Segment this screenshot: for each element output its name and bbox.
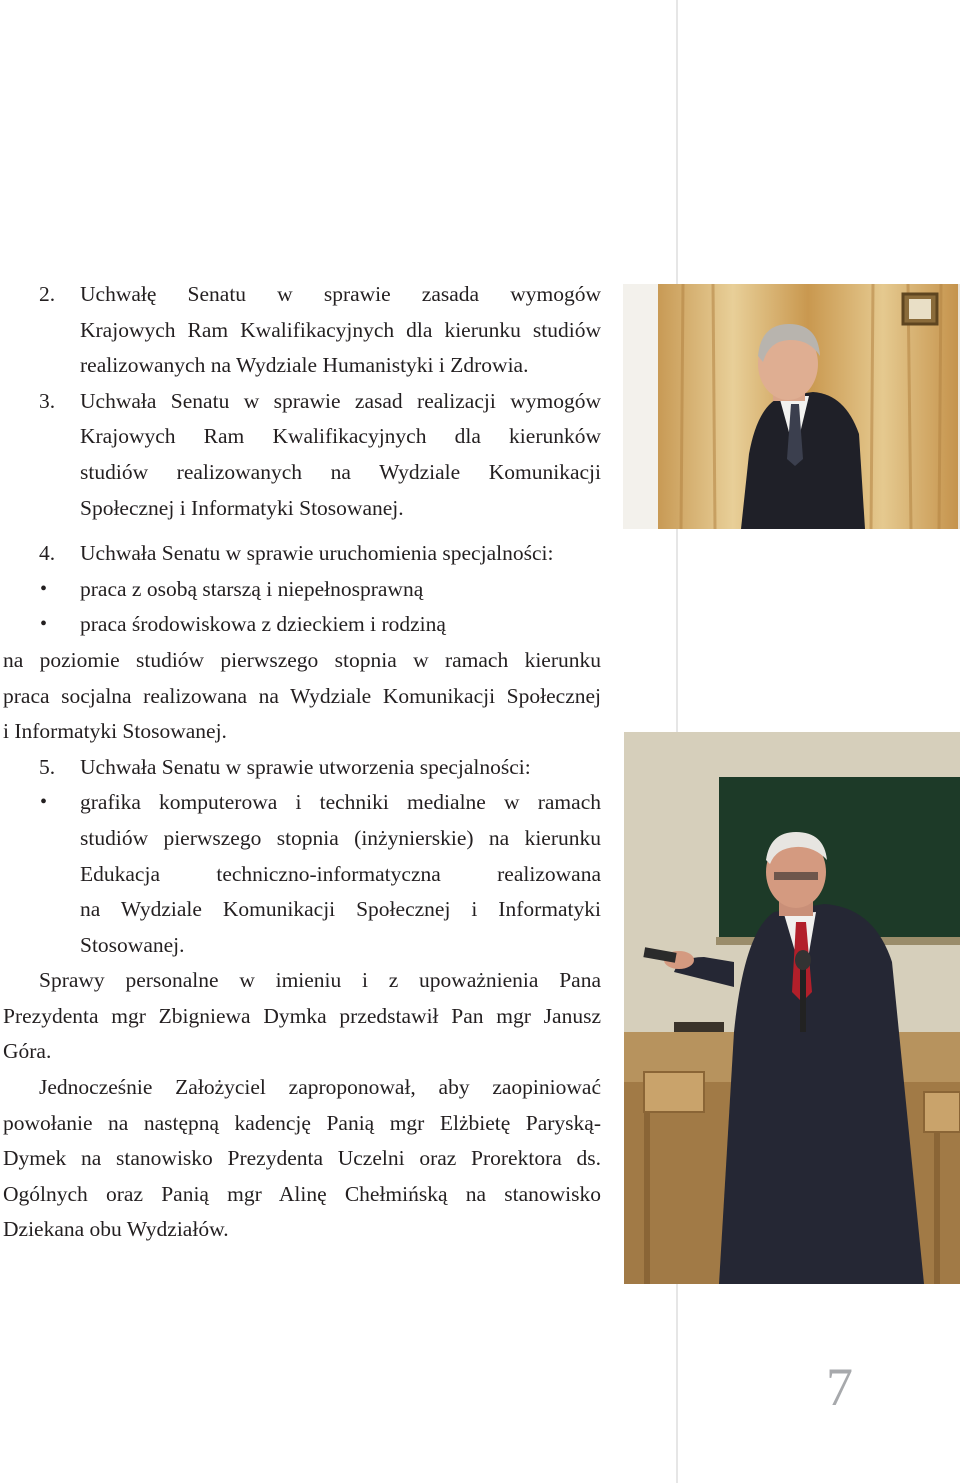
- bullet-icon: •: [40, 613, 48, 636]
- bullet-text: Edukacja techniczno-informatyczna realizowana: [80, 861, 601, 886]
- bullet-icon: •: [40, 577, 48, 600]
- text-line: Krajowych Ram Kwalifikacyjnych dla kierunków: [80, 424, 601, 449]
- item-number: 3.: [39, 388, 56, 413]
- item-title: Uchwała Senatu w sprawie utworzenia specjalności:: [80, 754, 531, 779]
- text-line: Uchwałę Senatu w sprawie zasada wymogów: [80, 282, 601, 306]
- bullet-icon: •: [40, 791, 48, 814]
- paragraph-line: powołanie na następną kadencję Panią mgr Elżbietę Paryską-: [3, 1110, 601, 1135]
- list-item-4: [3, 536, 601, 572]
- bullet-item: [3, 572, 601, 608]
- paragraph-line: Dziekana obu Wydziałów.: [3, 1217, 229, 1242]
- text-line: na poziomie studiów pierwszego stopnia w ramach kierunku: [3, 647, 601, 672]
- text-line: i Informatyki Stosowanej.: [3, 719, 227, 744]
- paragraph-line: Prezydenta mgr Zbigniewa Dymka przedstawił Pan mgr Janusz: [3, 1003, 601, 1028]
- list-item-3: [3, 384, 601, 526]
- item-title: Uchwała Senatu w sprawie uruchomienia specjalności:: [80, 541, 554, 566]
- item-number: 2.: [39, 282, 56, 306]
- paragraph-line: Góra.: [3, 1039, 52, 1064]
- page-number: 7: [826, 1357, 853, 1417]
- text-line: Uchwała Senatu w sprawie zasad realizacji wymogów: [80, 388, 601, 413]
- item-number: 5.: [39, 754, 56, 779]
- item-number: 4.: [39, 541, 56, 566]
- bullet-text: praca środowiskowa z dzieckiem i rodziną: [80, 612, 446, 637]
- text-line: studiów realizowanych na Wydziale Komunikacji: [80, 459, 601, 484]
- list-item-2: [3, 277, 601, 384]
- bullet-text: praca z osobą starszą i niepełnosprawną: [80, 576, 424, 601]
- paragraph-line: Ogólnych oraz Panią mgr Alinę Chełmińską na stanowisko: [3, 1181, 601, 1206]
- bullet-text: Stosowanej.: [80, 932, 185, 957]
- photo-speaker-presenting: [624, 732, 960, 1284]
- body-text: [3, 277, 601, 1248]
- paragraph-line: Sprawy personalne w imieniu i z upoważnienia Pana: [39, 968, 601, 993]
- text-line: Społecznej i Informatyki Stosowanej.: [80, 495, 404, 520]
- list-item-5: [3, 750, 601, 786]
- text-line: Krajowych Ram Kwalifikacyjnych dla kierunku studiów: [80, 317, 601, 342]
- bullet-item: [3, 785, 601, 963]
- text-line: praca socjalna realizowana na Wydziale Komunikacji Społecznej: [3, 683, 601, 708]
- bullet-text: na Wydziale Komunikacji Społecznej i Informatyki: [80, 897, 601, 922]
- photo-speaker-standing: [623, 284, 960, 529]
- paragraph-line: Jednocześnie Założyciel zaproponował, aby zaopiniować: [39, 1075, 601, 1100]
- bullet-item: [3, 607, 601, 643]
- paragraph-line: Dymek na stanowisko Prezydenta Uczelni oraz Prorektora ds.: [3, 1146, 601, 1171]
- bullet-text: studiów pierwszego stopnia (inżynierskie) na kierunku: [80, 825, 601, 850]
- bullet-text: grafika komputerowa i techniki medialne w ramach: [80, 790, 601, 815]
- text-line: realizowanych na Wydziale Humanistyki i Zdrowia.: [80, 353, 529, 378]
